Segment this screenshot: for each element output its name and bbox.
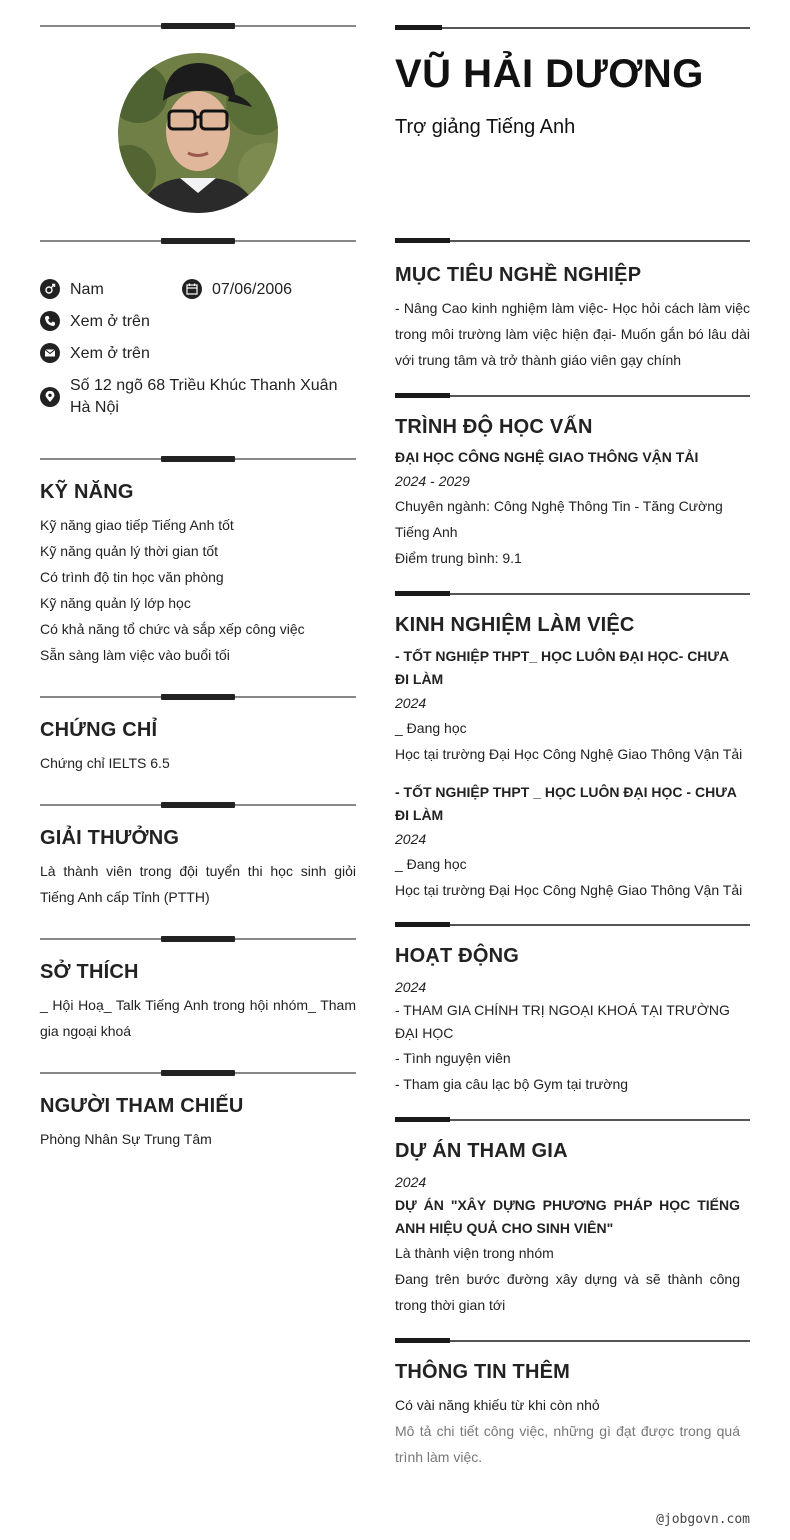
awards-text: Là thành viên trong đội tuyển thi học sinh giỏi Tiếng Anh cấp Tỉnh (PTTH): [40, 863, 356, 905]
footer-watermark: @jobgovn.com: [656, 1512, 750, 1527]
email-icon: [40, 343, 60, 363]
activities-year: 2024: [395, 979, 427, 995]
experience-year: 2024: [395, 831, 427, 847]
divider: [395, 1117, 750, 1123]
experience-item: [395, 645, 750, 767]
avatar: [118, 53, 278, 213]
hobbies-section: [40, 992, 356, 1044]
activities-section: [395, 975, 750, 1097]
divider: [40, 935, 356, 943]
objective-text: - Nâng Cao kinh nghiệm làm việc- Học hỏi cách làm việc trong môi trường làm việc hiện đại- Muốn gắn bó lâu dài với trung tâm và trở thành giáo viên gạy chính: [395, 300, 750, 368]
divider: [395, 238, 750, 244]
education-gpa: Điểm trung bình: 9.1: [395, 550, 522, 566]
experience-desc: Học tại trường Đại Học Công Nghệ Giao Thông Vận Tải: [395, 882, 743, 898]
experience-role: _ Đang học: [395, 856, 467, 872]
avatar-photo: [118, 53, 278, 213]
candidate-title: Trợ giảng Tiếng Anh: [395, 116, 576, 138]
education-period: 2024 - 2029: [395, 473, 470, 489]
education-section: [395, 446, 750, 571]
divider: [395, 25, 750, 31]
email-value: Xem ở trên: [70, 345, 150, 362]
skill-item: Kỹ năng quản lý thời gian tốt: [40, 543, 219, 559]
extra-section: [395, 1392, 750, 1470]
divider: [395, 393, 750, 399]
experience-year: 2024: [395, 695, 427, 711]
phone-value: Xem ở trên: [70, 313, 150, 330]
divider: [40, 22, 356, 30]
phone-icon: [40, 311, 60, 331]
extra-line: Có vài năng khiếu từ khi còn nhỏ: [395, 1397, 600, 1413]
references-text: Phòng Nhân Sự Trung Tâm: [40, 1131, 212, 1147]
dob-value: 07/06/2006: [212, 281, 293, 298]
email-row: [40, 343, 150, 365]
awards-section: [40, 858, 356, 910]
divider: [395, 922, 750, 928]
project-year: 2024: [395, 1174, 427, 1190]
activity-item: - Tham gia câu lạc bộ Gym tại trường: [395, 1076, 629, 1092]
hobbies-title: SỞ THÍCH: [40, 961, 139, 983]
experience-heading: - TỐT NGHIỆP THPT _ HỌC LUÔN ĐẠI HỌC - CHƯA ĐI LÀM: [395, 784, 737, 823]
divider: [40, 455, 356, 463]
project-name: DỰ ÁN "XÂY DỰNG PHƯƠNG PHÁP HỌC TIẾNG ANH HIỆU QUẢ CHO SINH VIÊN": [395, 1197, 740, 1236]
skills-list: [40, 512, 356, 668]
dob-row: [182, 279, 292, 301]
divider: [395, 591, 750, 597]
address-row: [40, 375, 356, 419]
skill-item: Sẵn sàng làm việc vào buổi tối: [40, 647, 230, 663]
hobbies-text: _ Hội Hoạ_ Talk Tiếng Anh trong hội nhóm_ Tham gia ngoại khoá: [40, 997, 356, 1039]
awards-title: GIẢI THƯỞNG: [40, 827, 180, 849]
candidate-name: VŨ HẢI DƯƠNG: [395, 52, 704, 96]
references-section: [40, 1126, 356, 1152]
gender-icon: [40, 279, 60, 299]
divider: [40, 693, 356, 701]
activity-item: - Tình nguyện viên: [395, 1050, 511, 1066]
experience-item: [395, 781, 750, 903]
skill-item: Kỹ năng giao tiếp Tiếng Anh tốt: [40, 517, 234, 533]
certificates-list: [40, 750, 356, 776]
activities-title: HOẠT ĐỘNG: [395, 945, 520, 967]
experience-role: _ Đang học: [395, 720, 467, 736]
references-title: NGƯỜI THAM CHIẾU: [40, 1095, 244, 1117]
phone-row: [40, 311, 150, 333]
education-school: ĐẠI HỌC CÔNG NGHỆ GIAO THÔNG VẬN TẢI: [395, 449, 699, 465]
experience-title: KINH NGHIỆM LÀM VIỆC: [395, 614, 635, 636]
education-title: TRÌNH ĐỘ HỌC VẤN: [395, 416, 593, 438]
divider: [40, 801, 356, 809]
skills-title: KỸ NĂNG: [40, 481, 134, 503]
project-desc: Đang trên bước đường xây dựng và sẽ thành công trong thời gian tới: [395, 1271, 740, 1313]
skill-item: Kỹ năng quản lý lớp học: [40, 595, 191, 611]
location-icon: [40, 387, 60, 407]
certificate-item: Chứng chỉ IELTS 6.5: [40, 755, 170, 771]
skill-item: Có trình độ tin học văn phòng: [40, 569, 224, 585]
projects-title: DỰ ÁN THAM GIA: [395, 1140, 568, 1162]
certificates-title: CHỨNG CHỈ: [40, 719, 158, 741]
divider: [40, 237, 356, 245]
experience-heading: - TỐT NGHIỆP THPT_ HỌC LUÔN ĐẠI HỌC- CHƯA ĐI LÀM: [395, 648, 729, 687]
project-role: Là thành viện trong nhóm: [395, 1245, 554, 1261]
extra-placeholder: Mô tả chi tiết công việc, những gì đạt được trong quá trình làm việc.: [395, 1423, 740, 1465]
objective-title: MỤC TIÊU NGHỀ NGHIỆP: [395, 264, 642, 286]
gender-row: [40, 279, 104, 301]
divider: [40, 1069, 356, 1077]
projects-section: [395, 1170, 750, 1318]
gender-value: Nam: [70, 281, 104, 298]
calendar-icon: [182, 279, 202, 299]
education-major: Chuyên ngành: Công Nghệ Thông Tin - Tăng Cường Tiếng Anh: [395, 498, 723, 540]
divider: [395, 1338, 750, 1344]
extra-title: THÔNG TIN THÊM: [395, 1361, 571, 1383]
skill-item: Có khả năng tổ chức và sắp xếp công việc: [40, 621, 305, 637]
activity-item: - THAM GIA CHÍNH TRỊ NGOẠI KHOÁ TẠI TRƯỜNG ĐẠI HỌC: [395, 1002, 730, 1041]
address-value: Số 12 ngõ 68 Triều Khúc Thanh Xuân Hà Nội: [70, 377, 338, 416]
experience-desc: Học tại trường Đại Học Công Nghệ Giao Thông Vận Tải: [395, 746, 743, 762]
